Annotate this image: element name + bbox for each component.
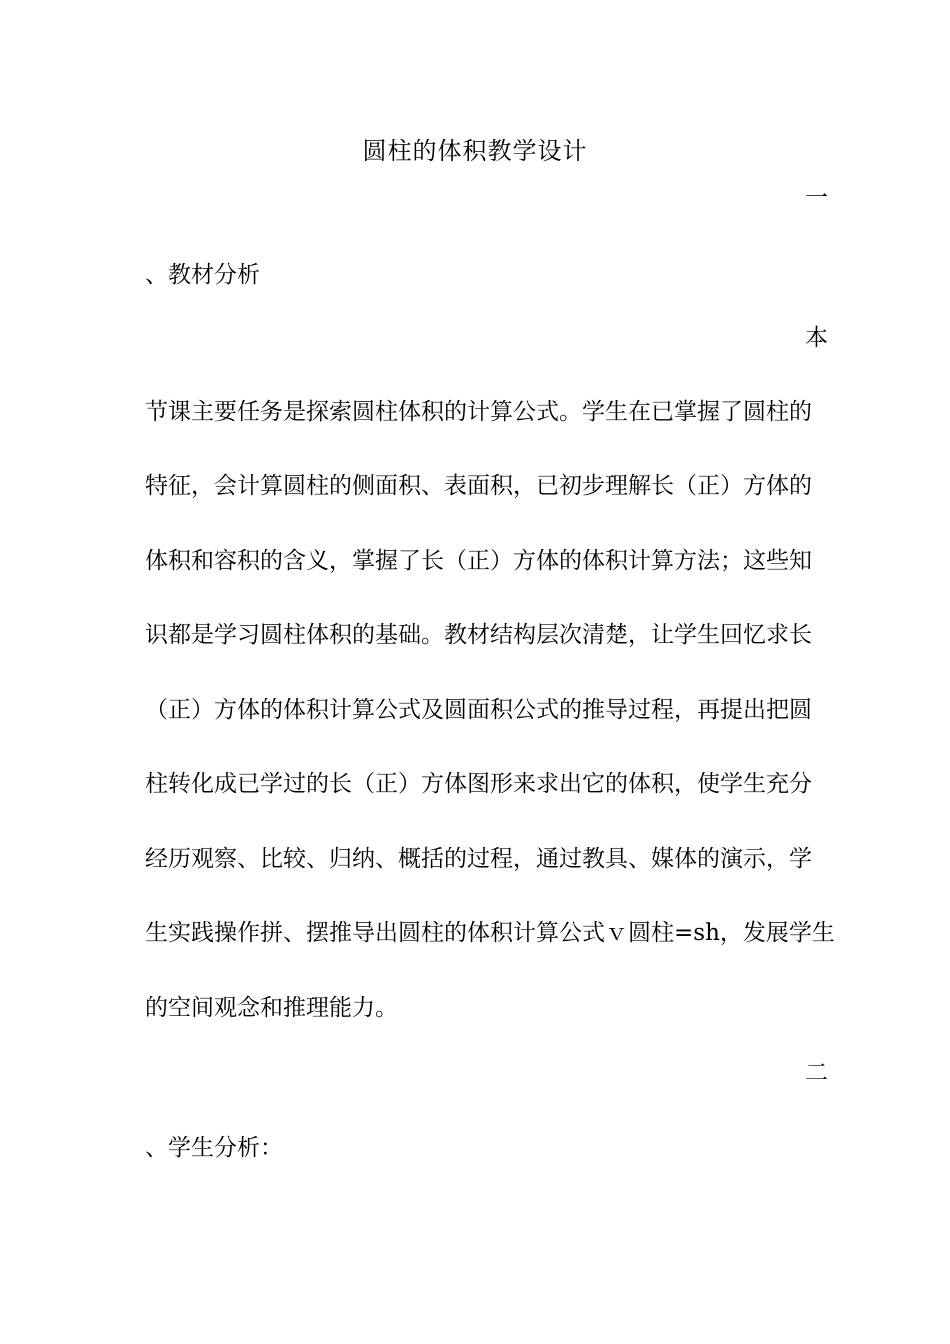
paragraph-line: 柱转化成已学过的长（正）方体图形来求出它的体积，使学生充分 xyxy=(145,771,812,797)
paragraph-line: 生实践操作拼、摆推导出圆柱的体积计算公式ｖ圆柱=sh，发展学生 xyxy=(145,920,835,946)
document-title: 圆柱的体积教学设计 xyxy=(362,137,588,165)
paragraph-line: 节课主要任务是探索圆柱体积的计算公式。学生在已掌握了圆柱的 xyxy=(145,399,812,425)
section1-lead-char: 本 xyxy=(805,325,828,351)
paragraph-line: 的空间观念和推理能力。 xyxy=(145,995,398,1021)
paragraph-line: 经历观察、比较、归纳、概括的过程，通过教具、媒体的演示，学 xyxy=(145,846,812,872)
section2-heading: 、学生分析： xyxy=(145,1135,283,1161)
paragraph-line: 识都是学习圆柱体积的基础。教材结构层次清楚，让学生回忆求长 xyxy=(145,622,812,648)
paragraph-line: 特征，会计算圆柱的侧面积、表面积，已初步理解长（正）方体的 xyxy=(145,473,812,499)
section1-heading: 、教材分析 xyxy=(145,262,260,288)
section2-number: 二 xyxy=(805,1060,828,1086)
paragraph-line: （正）方体的体积计算公式及圆面积公式的推导过程，再提出把圆 xyxy=(145,697,812,723)
paragraph-line: 体积和容积的含义，掌握了长（正）方体的体积计算方法；这些知 xyxy=(145,548,812,574)
section1-number: 一 xyxy=(805,185,828,211)
